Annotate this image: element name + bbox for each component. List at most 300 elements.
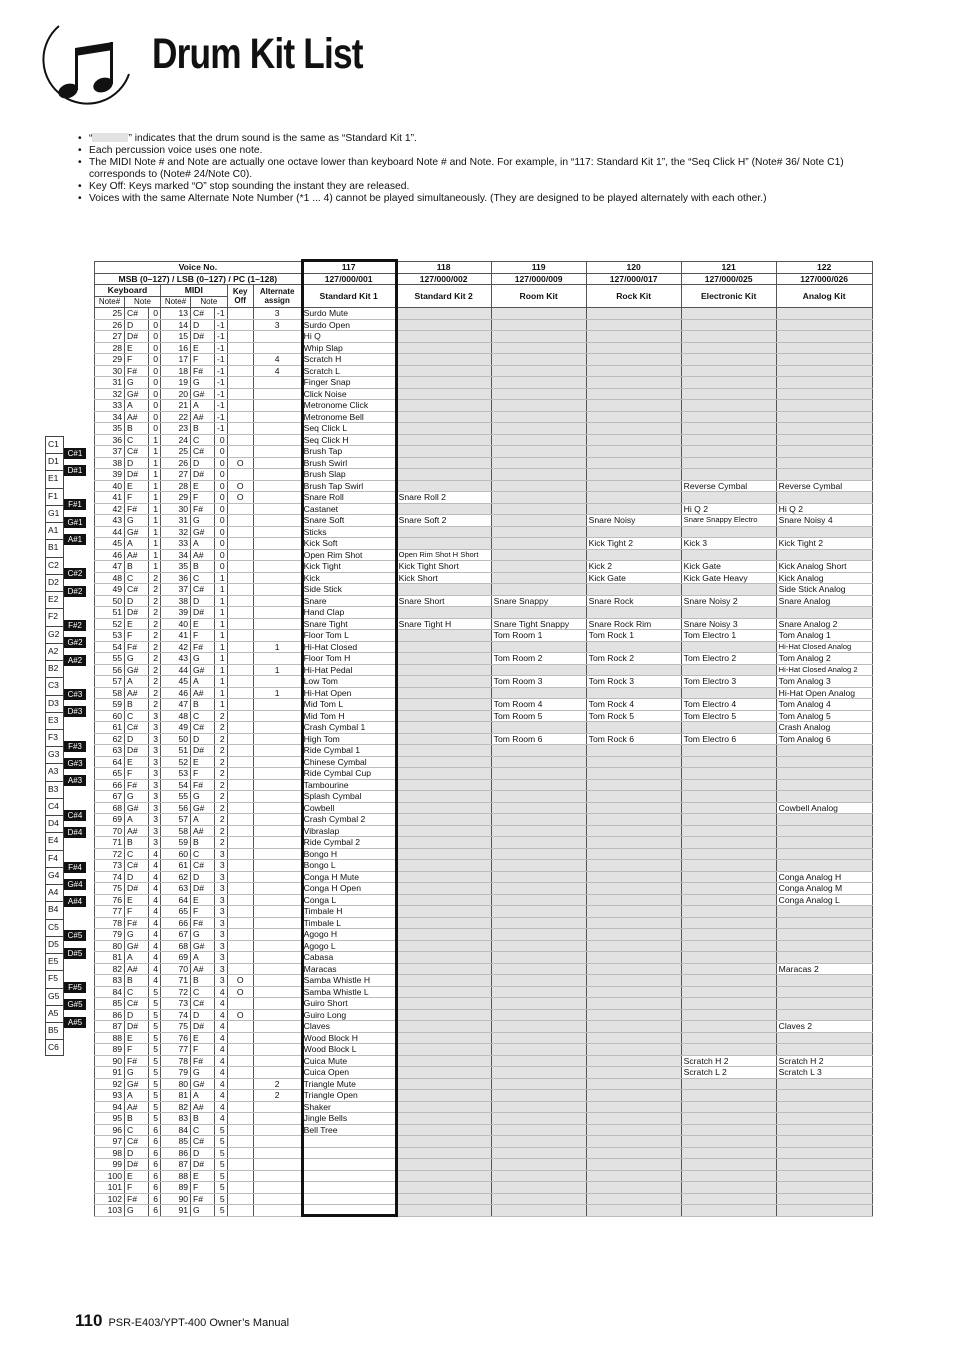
voice-cell — [681, 342, 776, 354]
note-cell: 1 — [149, 492, 161, 504]
table-row — [95, 411, 873, 423]
note-cell: 67 — [161, 929, 191, 941]
note-cell: 2 — [215, 825, 228, 837]
voice-cell — [681, 871, 776, 883]
note-cell: B — [125, 1113, 149, 1125]
voice-cell: Conga Analog M — [776, 883, 872, 895]
note-cell: 89 — [95, 1044, 125, 1056]
note-cell — [227, 952, 253, 964]
note-cell: 2 — [149, 653, 161, 665]
voice-cell — [776, 607, 872, 619]
voice-cell: Snare Tight H — [396, 618, 491, 630]
voice-cell: Reverse Cymbal — [776, 480, 872, 492]
note-cell: 62 — [161, 871, 191, 883]
voice-cell — [396, 917, 491, 929]
note-cell: 54 — [161, 779, 191, 791]
voice-cell — [586, 354, 681, 366]
voice-cell: Shaker — [301, 1101, 396, 1113]
note-cell: A# — [125, 825, 149, 837]
voice-cell — [396, 848, 491, 860]
note-cell: A — [125, 538, 149, 550]
table-row — [95, 480, 873, 492]
voice-cell — [681, 883, 776, 895]
voice-cell — [586, 1113, 681, 1125]
voice-cell: Chinese Cymbal — [301, 756, 396, 768]
note-cell — [253, 722, 301, 734]
table-row — [95, 492, 873, 504]
note-cell — [253, 630, 301, 642]
note-cell: 0 — [215, 538, 228, 550]
note-cell: 43 — [95, 515, 125, 527]
note-cell: 3 — [215, 860, 228, 872]
table-row — [95, 1044, 873, 1056]
voice-cell: Claves 2 — [776, 1021, 872, 1033]
black-key: C#1 — [64, 448, 86, 459]
note-cell — [253, 1193, 301, 1205]
voice-cell — [396, 814, 491, 826]
voice-cell — [776, 446, 872, 458]
note-cell: C# — [191, 308, 215, 320]
note-cell: A# — [125, 549, 149, 561]
voice-cell — [396, 906, 491, 918]
voice-cell — [681, 400, 776, 412]
voice-cell — [586, 423, 681, 435]
note-cell: 4 — [215, 1113, 228, 1125]
note-cell: D# — [125, 469, 149, 481]
table-row — [95, 653, 873, 665]
note-cell: C — [125, 434, 149, 446]
note-cell: 0 — [215, 526, 228, 538]
note-cell — [227, 676, 253, 688]
voice-cell: Snare Rock Rim — [586, 618, 681, 630]
voice-cell — [681, 319, 776, 331]
note-cell: F — [125, 1182, 149, 1194]
kit-number: 117 — [301, 262, 396, 274]
note-cell: 88 — [161, 1170, 191, 1182]
voice-cell: Snare Snappy Electro — [681, 515, 776, 527]
note-cell — [253, 940, 301, 952]
voice-cell: Scratch H — [301, 354, 396, 366]
voice-cell: Kick Gate Heavy — [681, 572, 776, 584]
note-cell: 4 — [215, 1078, 228, 1090]
voice-cell: Snare Noisy 4 — [776, 515, 872, 527]
note-cell: 83 — [161, 1113, 191, 1125]
table-row — [95, 641, 873, 653]
note-cell: 48 — [95, 572, 125, 584]
table-row — [95, 595, 873, 607]
note-cell: D# — [125, 1159, 149, 1171]
voice-cell — [491, 1078, 586, 1090]
note-cell: 5 — [149, 1009, 161, 1021]
voice-cell — [681, 434, 776, 446]
note-cell: 2 — [215, 814, 228, 826]
voice-cell — [776, 860, 872, 872]
voice-cell — [586, 526, 681, 538]
voice-cell — [681, 825, 776, 837]
note-cell: 0 — [149, 423, 161, 435]
kit-number: 122 — [776, 262, 872, 274]
voice-cell — [301, 1159, 396, 1171]
voice-cell — [776, 1124, 872, 1136]
note-cell: 70 — [161, 963, 191, 975]
voice-cell — [586, 814, 681, 826]
table-row — [95, 676, 873, 688]
table-row — [95, 1009, 873, 1021]
voice-cell — [491, 1159, 586, 1171]
note-cell: 2 — [215, 791, 228, 803]
voice-cell: Tom Room 1 — [491, 630, 586, 642]
voice-cell: Tom Electro 3 — [681, 676, 776, 688]
note-cell — [227, 1124, 253, 1136]
note-cell: 2 — [215, 779, 228, 791]
voice-cell — [491, 975, 586, 987]
voice-cell — [491, 883, 586, 895]
note-cell: 58 — [161, 825, 191, 837]
note-cell: 30 — [95, 365, 125, 377]
voice-cell — [491, 1205, 586, 1217]
note-cell: 74 — [161, 1009, 191, 1021]
note-cell: 41 — [95, 492, 125, 504]
white-key: D4 — [45, 815, 64, 832]
note-cell: 3 — [215, 848, 228, 860]
note-cell: 6 — [149, 1182, 161, 1194]
table-row — [95, 503, 873, 515]
voice-cell — [586, 1009, 681, 1021]
voice-cell — [776, 975, 872, 987]
note-cell: 2 — [215, 710, 228, 722]
voice-cell: Crash Cymbal 1 — [301, 722, 396, 734]
note-cell: 100 — [95, 1170, 125, 1182]
note-cell — [253, 1182, 301, 1194]
table-row — [95, 549, 873, 561]
voice-cell: Tom Electro 6 — [681, 733, 776, 745]
note-cell: A — [125, 952, 149, 964]
note-cell: D# — [125, 883, 149, 895]
note-cell: 4 — [149, 860, 161, 872]
note-cell: 42 — [95, 503, 125, 515]
black-key: F#3 — [64, 741, 86, 752]
note-cell — [227, 1159, 253, 1171]
note-cell — [227, 848, 253, 860]
table-row — [95, 848, 873, 860]
voice-cell — [586, 963, 681, 975]
voice-cell — [586, 365, 681, 377]
note-cell: A# — [125, 963, 149, 975]
voice-cell — [776, 791, 872, 803]
voice-cell — [586, 480, 681, 492]
note-cell: -1 — [215, 331, 228, 343]
note-cell: 38 — [95, 457, 125, 469]
voice-cell — [586, 1147, 681, 1159]
page-title: Drum Kit List — [152, 30, 363, 78]
voice-cell — [491, 526, 586, 538]
voice-cell — [681, 802, 776, 814]
white-key: G3 — [45, 746, 64, 763]
note-cell — [227, 814, 253, 826]
note-cell: 77 — [95, 906, 125, 918]
note-cell: 30 — [161, 503, 191, 515]
voice-cell — [396, 1009, 491, 1021]
voice-cell — [586, 722, 681, 734]
note-cell — [253, 998, 301, 1010]
note-cell: D — [191, 1147, 215, 1159]
voice-cell: Tom Rock 1 — [586, 630, 681, 642]
note-cell: 33 — [95, 400, 125, 412]
note-cell: O — [227, 1009, 253, 1021]
note-cell — [227, 515, 253, 527]
note-cell: 45 — [161, 676, 191, 688]
note-cell: 1 — [215, 653, 228, 665]
voice-cell — [776, 526, 872, 538]
white-key: C2 — [45, 557, 64, 574]
voice-cell — [681, 940, 776, 952]
note-cell: 6 — [149, 1147, 161, 1159]
note-cell: 2 — [149, 572, 161, 584]
white-key: E5 — [45, 953, 64, 970]
note-cell — [253, 1170, 301, 1182]
voice-cell — [776, 1147, 872, 1159]
note-cell: A# — [191, 825, 215, 837]
note-cell — [253, 1055, 301, 1067]
midi-col-header: MIDI — [161, 285, 228, 297]
voice-cell: Castanet — [301, 503, 396, 515]
black-key: F#5 — [64, 982, 86, 993]
voice-cell — [396, 469, 491, 481]
note-cell — [253, 595, 301, 607]
voice-cell — [681, 331, 776, 343]
note-cell: 64 — [95, 756, 125, 768]
note-cell: C# — [191, 446, 215, 458]
voice-cell — [586, 894, 681, 906]
voice-cell: Floor Tom L — [301, 630, 396, 642]
voice-cell: Ride Cymbal 2 — [301, 837, 396, 849]
note-cell: D — [125, 733, 149, 745]
voice-cell — [491, 860, 586, 872]
note-cell: 1 — [253, 664, 301, 676]
note-cell — [227, 595, 253, 607]
note-cell: 5 — [215, 1205, 228, 1217]
note-cell: 5 — [149, 1032, 161, 1044]
table-row — [95, 1170, 873, 1182]
voice-cell — [491, 480, 586, 492]
note-cell: 4 — [215, 1032, 228, 1044]
voice-cell — [396, 1159, 491, 1171]
note-cell: 63 — [161, 883, 191, 895]
note-cell: A — [191, 400, 215, 412]
voice-cell — [396, 883, 491, 895]
note-cell: 1 — [215, 664, 228, 676]
voice-cell — [681, 814, 776, 826]
note-cell: F — [191, 630, 215, 642]
voice-cell — [681, 1009, 776, 1021]
voice-cell: Snare Tight — [301, 618, 396, 630]
note-cell: F# — [125, 641, 149, 653]
table-row — [95, 837, 873, 849]
voice-cell: Finger Snap — [301, 377, 396, 389]
black-key: C#4 — [64, 810, 86, 821]
note-cell: 24 — [161, 434, 191, 446]
note-cell: 4 — [149, 929, 161, 941]
note-cell: C — [191, 572, 215, 584]
voice-cell — [776, 745, 872, 757]
note-cell: G — [125, 653, 149, 665]
note-cell: A# — [191, 1101, 215, 1113]
voice-cell — [491, 503, 586, 515]
note-cell: 89 — [161, 1182, 191, 1194]
note-cell: 5 — [149, 1101, 161, 1113]
note-cell: C# — [191, 998, 215, 1010]
voice-cell — [396, 1055, 491, 1067]
note-cell: 0 — [215, 457, 228, 469]
note-cell: A# — [125, 1101, 149, 1113]
note-cell: 84 — [95, 986, 125, 998]
voice-cell — [681, 411, 776, 423]
note-cell: C# — [125, 446, 149, 458]
table-row — [95, 940, 873, 952]
white-key: E2 — [45, 591, 64, 608]
note-cell: 47 — [161, 699, 191, 711]
voice-cell — [491, 906, 586, 918]
note-cell: 2 — [149, 664, 161, 676]
table-row — [95, 319, 873, 331]
note-cell: E — [191, 480, 215, 492]
white-key: B1 — [45, 539, 64, 556]
voice-cell — [586, 883, 681, 895]
voice-cell — [681, 1021, 776, 1033]
note-cell: 4 — [149, 871, 161, 883]
note-cell — [227, 825, 253, 837]
voice-cell — [586, 664, 681, 676]
note-cell: F# — [191, 641, 215, 653]
note-cell: 42 — [161, 641, 191, 653]
note-cell — [253, 733, 301, 745]
voice-cell — [681, 998, 776, 1010]
table-row — [95, 802, 873, 814]
kit-bank: 127/000/025 — [681, 273, 776, 285]
voice-cell: Snare Short — [396, 595, 491, 607]
note-cell: C — [125, 572, 149, 584]
voice-cell — [776, 469, 872, 481]
note-cell: 39 — [161, 607, 191, 619]
note-cell: 0 — [215, 469, 228, 481]
table-row — [95, 400, 873, 412]
voice-cell — [586, 411, 681, 423]
note-cell: 37 — [95, 446, 125, 458]
voice-cell: Snare Analog — [776, 595, 872, 607]
note-cell: 75 — [161, 1021, 191, 1033]
voice-cell — [301, 1205, 396, 1217]
voice-cell: Ride Cymbal 1 — [301, 745, 396, 757]
note-cell — [253, 538, 301, 550]
note-cell: 0 — [149, 411, 161, 423]
voice-cell — [396, 342, 491, 354]
voice-cell — [396, 446, 491, 458]
note-cell — [253, 791, 301, 803]
note-cell: -1 — [215, 354, 228, 366]
note-cell: 0 — [149, 331, 161, 343]
table-row — [95, 584, 873, 596]
table-row — [95, 745, 873, 757]
voice-cell — [301, 1182, 396, 1194]
note-cell — [227, 906, 253, 918]
note-cell: 80 — [95, 940, 125, 952]
table-row — [95, 699, 873, 711]
voice-cell: Tom Analog 3 — [776, 676, 872, 688]
note-cell: 3 — [215, 906, 228, 918]
voice-cell — [491, 963, 586, 975]
voice-cell: Tambourine — [301, 779, 396, 791]
voice-cell: Hi-Hat Closed Analog 2 — [776, 664, 872, 676]
black-key: G#2 — [64, 637, 86, 648]
note-cell: 1 — [215, 618, 228, 630]
voice-cell — [776, 388, 872, 400]
note-cell: F# — [125, 365, 149, 377]
white-key: F1 — [45, 488, 64, 505]
note-cell: 84 — [161, 1124, 191, 1136]
note-cell: G# — [191, 1078, 215, 1090]
voice-cell: Tom Electro 1 — [681, 630, 776, 642]
note-cell: D — [191, 871, 215, 883]
voice-cell — [681, 975, 776, 987]
note-cell: 5 — [149, 1044, 161, 1056]
voice-cell: Snare Tight Snappy — [491, 618, 586, 630]
table-row — [95, 434, 873, 446]
table-row — [95, 975, 873, 987]
voice-cell — [586, 768, 681, 780]
voice-cell — [491, 457, 586, 469]
note-cell: 21 — [161, 400, 191, 412]
voice-cell — [396, 1113, 491, 1125]
note-cell — [227, 699, 253, 711]
voice-cell — [491, 1136, 586, 1148]
voice-cell: Maracas — [301, 963, 396, 975]
note-cell — [253, 515, 301, 527]
note-cell: G — [125, 377, 149, 389]
table-row — [95, 1205, 873, 1217]
note-cell: G — [191, 929, 215, 941]
note-cell: -1 — [215, 388, 228, 400]
note-cell — [227, 641, 253, 653]
voice-cell — [396, 388, 491, 400]
black-key: G#4 — [64, 879, 86, 890]
note-cell: 71 — [95, 837, 125, 849]
note-cell: 4 — [215, 1021, 228, 1033]
voice-cell: Kick Tight — [301, 561, 396, 573]
black-key: F#1 — [64, 499, 86, 510]
note-cell: 70 — [95, 825, 125, 837]
voice-cell — [586, 1124, 681, 1136]
white-key: G4 — [45, 867, 64, 884]
voice-cell: Bell Tree — [301, 1124, 396, 1136]
note-cell: 2 — [149, 699, 161, 711]
note-cell — [253, 756, 301, 768]
note-cell — [227, 768, 253, 780]
note-cell: 60 — [161, 848, 191, 860]
voice-cell — [681, 687, 776, 699]
note-cell: 28 — [95, 342, 125, 354]
voice-cell — [681, 1193, 776, 1205]
voice-cell — [301, 1193, 396, 1205]
voice-cell: Tom Room 6 — [491, 733, 586, 745]
voice-cell — [681, 929, 776, 941]
voice-cell: Hi-Hat Open — [301, 687, 396, 699]
voice-cell: Kick 2 — [586, 561, 681, 573]
note-cell: 0 — [215, 503, 228, 515]
voice-cell — [586, 756, 681, 768]
note-cell — [253, 676, 301, 688]
note-cell — [253, 1124, 301, 1136]
voice-cell — [776, 1159, 872, 1171]
